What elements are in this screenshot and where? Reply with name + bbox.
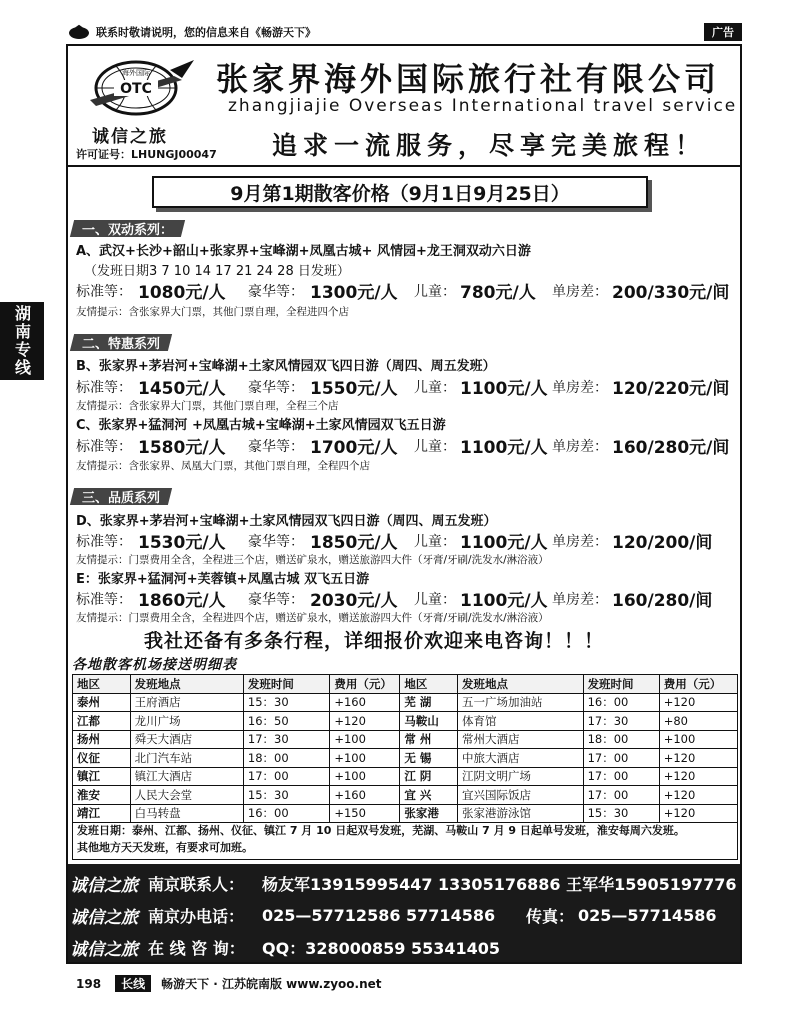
region-cell: 无 锡 (400, 749, 458, 768)
time-cell: 17：00 (583, 786, 659, 805)
location-cell: 人民大会堂 (130, 786, 243, 805)
fax-value: 025—57714586 (578, 905, 717, 925)
route-d-prices (76, 528, 736, 553)
contact-row-people (68, 868, 740, 898)
region-cell: 宜 兴 (400, 786, 458, 805)
office-phone-label: 南京办电话： (148, 906, 245, 926)
single-room-price: 120/220元/间 (612, 379, 730, 399)
license-number: 许可证号：LHUNGJ00047 (76, 148, 217, 161)
standard-label: 标准等： (76, 592, 132, 608)
table-row (73, 749, 738, 768)
single-room-label: 单房差： (552, 534, 608, 550)
departure-schedule-note (72, 820, 738, 860)
honesty-label: 诚信之旅 (92, 127, 168, 147)
contact-brand: 诚信之旅 (70, 939, 138, 960)
standard-price: 1860元/人 (138, 591, 226, 611)
side-tab-hunan: 湖南专线 (0, 302, 44, 380)
contact-brand: 诚信之旅 (70, 875, 138, 896)
region-cell: 芜 湖 (400, 693, 458, 712)
fax-label: 传真： (526, 906, 575, 926)
table-row (73, 730, 738, 749)
time-cell: 15：30 (243, 693, 329, 712)
fee-cell: +100 (330, 730, 400, 749)
contact-row-online (68, 932, 740, 962)
region-cell: 江 阴 (400, 767, 458, 786)
fee-cell: +120 (659, 804, 737, 823)
ad-badge: 广告 (704, 23, 742, 41)
time-cell: 15：30 (243, 786, 329, 805)
fee-cell: +120 (659, 693, 737, 712)
col-header: 费用（元） (659, 675, 737, 694)
time-cell: 18：00 (243, 749, 329, 768)
fee-cell: +100 (659, 730, 737, 749)
region-cell: 仪征 (73, 749, 131, 768)
emblem-subtext: 海外国际 (122, 69, 150, 77)
fee-cell: +160 (330, 786, 400, 805)
location-cell: 镇江大酒店 (130, 767, 243, 786)
top-notice-bar (68, 22, 742, 42)
child-label: 儿童： (414, 380, 456, 396)
col-header: 发班时间 (583, 675, 659, 694)
child-label: 儿童： (414, 534, 456, 550)
route-a-name: A、武汉+长沙+韶山+张家界+宝峰湖+凤凰古城+ 风情园+龙王洞双动六日游 (76, 244, 531, 259)
route-c-prices (76, 433, 736, 458)
time-cell: 17：00 (583, 767, 659, 786)
standard-price: 1580元/人 (138, 438, 226, 458)
page-footer (76, 975, 382, 992)
time-cell: 17：30 (583, 712, 659, 731)
single-room-price: 160/280/间 (612, 591, 713, 611)
fee-cell: +120 (659, 767, 737, 786)
route-c-name: C、张家界+猛洞河 +凤凰古城+宝峰湖+土家风情园双飞五日游 (76, 418, 446, 433)
region-cell: 靖江 (73, 804, 131, 823)
time-cell: 15：30 (583, 804, 659, 823)
emblem-text: OTC (120, 81, 152, 97)
standard-label: 标准等： (76, 380, 132, 396)
location-cell: 宜兴国际饭店 (457, 786, 583, 805)
col-header: 地区 (400, 675, 458, 694)
more-routes-promo: 我社还备有多条行程，详细报价欢迎来电咨询！！！ (144, 630, 605, 652)
region-cell: 常 州 (400, 730, 458, 749)
footer-publication: 畅游天下 · 江苏皖南版 www.zyoo.net (161, 977, 382, 991)
section-tag-3: 三、品质系列 (70, 488, 172, 505)
col-header: 费用（元） (330, 675, 400, 694)
contact-panel (68, 864, 740, 962)
company-name-en: zhangjiajie Overseas International travel service (228, 96, 738, 116)
standard-price: 1530元/人 (138, 533, 226, 553)
time-cell: 17：30 (243, 730, 329, 749)
child-price: 1100元/人 (460, 533, 548, 553)
contact-people-value: 杨友军13915995447 13305176886 王军华15905197776 (262, 874, 737, 894)
table-header-row (73, 675, 738, 694)
section-tag-2: 二、特惠系列 (70, 334, 172, 351)
series-badge: 长线 (115, 975, 151, 992)
standard-label: 标准等： (76, 284, 132, 300)
contact-people-label: 南京联系人： (148, 874, 245, 894)
standard-label: 标准等： (76, 439, 132, 455)
single-room-label: 单房差： (552, 380, 608, 396)
child-price: 1100元/人 (460, 438, 548, 458)
luxury-price: 1300元/人 (310, 283, 398, 303)
luxury-price: 1700元/人 (310, 438, 398, 458)
col-header: 发班时间 (243, 675, 329, 694)
price-period-title: 9月第1期散客价格（9月1日9月25日） (152, 176, 648, 208)
company-name-cn: 张家界海外国际旅行社有限公司 (216, 60, 721, 98)
child-label: 儿童： (414, 439, 456, 455)
standard-label: 标准等： (76, 534, 132, 550)
luxury-label: 豪华等： (248, 284, 304, 300)
route-e-prices (76, 586, 736, 611)
route-a-note: 友情提示：含张家界大门票，其他门票自理，全程进四个店 (76, 306, 349, 318)
advertisement-frame (66, 44, 742, 964)
location-cell: 中旅大酒店 (457, 749, 583, 768)
section-tag-1: 一、双动系列： (70, 220, 185, 237)
child-price: 780元/人 (460, 283, 536, 303)
route-c-note: 友情提示：含张家界、凤凰大门票，其他门票自理，全程四个店 (76, 460, 370, 472)
schedule-line-2: 其他地方天天发班，有要求可加班。 (77, 841, 253, 854)
table-row (73, 786, 738, 805)
magazine-logo-icon (68, 24, 90, 40)
luxury-label: 豪华等： (248, 439, 304, 455)
luxury-label: 豪华等： (248, 380, 304, 396)
office-phone-value: 025—57712586 57714586 (262, 905, 496, 925)
page-number: 198 (76, 976, 102, 991)
location-cell: 舜天大酒店 (130, 730, 243, 749)
route-b-name: B、张家界+茅岩河+宝峰湖+土家风情园双飞四日游（周四、周五发班） (76, 359, 496, 374)
company-header (68, 46, 740, 167)
source-notice: 联系时敬请说明，您的信息来自《畅游天下》 (96, 26, 316, 39)
table-row (73, 767, 738, 786)
luxury-price: 1850元/人 (310, 533, 398, 553)
single-room-label: 单房差： (552, 439, 608, 455)
region-cell: 张家港 (400, 804, 458, 823)
fee-cell: +120 (659, 786, 737, 805)
location-cell: 张家港游泳馆 (457, 804, 583, 823)
table-row (73, 712, 738, 731)
location-cell: 江阴文明广场 (457, 767, 583, 786)
schedule-line-1: 发班日期：泰州、江都、扬州、仪征、镇江 7 月 10 日起双号发班，芜湖、马鞍山 7 月 9 日起单号发班，淮安每周六发班。 (77, 824, 685, 837)
single-room-price: 160/280元/间 (612, 438, 730, 458)
time-cell: 16：00 (243, 804, 329, 823)
single-room-label: 单房差： (552, 284, 608, 300)
location-cell: 体育馆 (457, 712, 583, 731)
contact-brand: 诚信之旅 (70, 907, 138, 928)
luxury-label: 豪华等： (248, 592, 304, 608)
fee-cell: +80 (659, 712, 737, 731)
airport-transfer-table (72, 674, 738, 823)
location-cell: 北门汽车站 (130, 749, 243, 768)
company-slogan: 追求一流服务，尽享完美旅程！ (272, 131, 707, 160)
qq-value: QQ：328000859 55341405 (262, 938, 501, 958)
location-cell: 龙川广场 (130, 712, 243, 731)
single-room-price: 200/330元/间 (612, 283, 730, 303)
company-emblem-icon (86, 56, 198, 118)
time-cell: 18：00 (583, 730, 659, 749)
fee-cell: +120 (659, 749, 737, 768)
single-room-price: 120/200/间 (612, 533, 713, 553)
route-a-dates: （发班日期3 7 10 14 17 21 24 28 日发班） (84, 264, 350, 279)
route-e-note: 友情提示：门票费用全含，全程进四个店，赠送矿泉水，赠送旅游四大件（牙膏/牙刷/洗发水/淋浴液） (76, 612, 549, 624)
region-cell: 马鞍山 (400, 712, 458, 731)
contact-row-office (68, 900, 740, 930)
col-header: 发班地点 (457, 675, 583, 694)
online-consult-label: 在 线 咨 询： (148, 938, 245, 958)
standard-price: 1080元/人 (138, 283, 226, 303)
region-cell: 淮安 (73, 786, 131, 805)
child-price: 1100元/人 (460, 591, 548, 611)
child-label: 儿童： (414, 592, 456, 608)
col-header: 发班地点 (130, 675, 243, 694)
region-cell: 镇江 (73, 767, 131, 786)
route-a-prices (76, 278, 736, 303)
route-b-note: 友情提示：含张家界大门票，其他门票自理，全程三个店 (76, 400, 339, 412)
region-cell: 泰州 (73, 693, 131, 712)
fee-cell: +150 (330, 804, 400, 823)
fee-cell: +100 (330, 767, 400, 786)
route-d-note: 友情提示：门票费用全含，全程进三个店，赠送矿泉水，赠送旅游四大件（牙膏/牙刷/洗发水/淋浴液） (76, 554, 549, 566)
time-cell: 16：00 (583, 693, 659, 712)
luxury-price: 2030元/人 (310, 591, 398, 611)
table-row (73, 693, 738, 712)
child-label: 儿童： (414, 284, 456, 300)
luxury-price: 1550元/人 (310, 379, 398, 399)
location-cell: 白马转盘 (130, 804, 243, 823)
fee-cell: +100 (330, 749, 400, 768)
location-cell: 五一广场加油站 (457, 693, 583, 712)
time-cell: 17：00 (583, 749, 659, 768)
standard-price: 1450元/人 (138, 379, 226, 399)
route-e-name: E：张家界+猛洞河+芙蓉镇+凤凰古城 双飞五日游 (76, 572, 370, 587)
col-header: 地区 (73, 675, 131, 694)
route-d-name: D、张家界+茅岩河+宝峰湖+土家风情园双飞四日游（周四、周五发班） (76, 514, 497, 529)
location-cell: 王府酒店 (130, 693, 243, 712)
location-cell: 常州大酒店 (457, 730, 583, 749)
time-cell: 17：00 (243, 767, 329, 786)
fee-cell: +160 (330, 693, 400, 712)
region-cell: 江都 (73, 712, 131, 731)
transfer-table-title: 各地散客机场接送明细表 (72, 657, 237, 673)
single-room-label: 单房差： (552, 592, 608, 608)
fee-cell: +120 (330, 712, 400, 731)
time-cell: 16：50 (243, 712, 329, 731)
luxury-label: 豪华等： (248, 534, 304, 550)
route-b-prices (76, 374, 736, 399)
region-cell: 扬州 (73, 730, 131, 749)
child-price: 1100元/人 (460, 379, 548, 399)
